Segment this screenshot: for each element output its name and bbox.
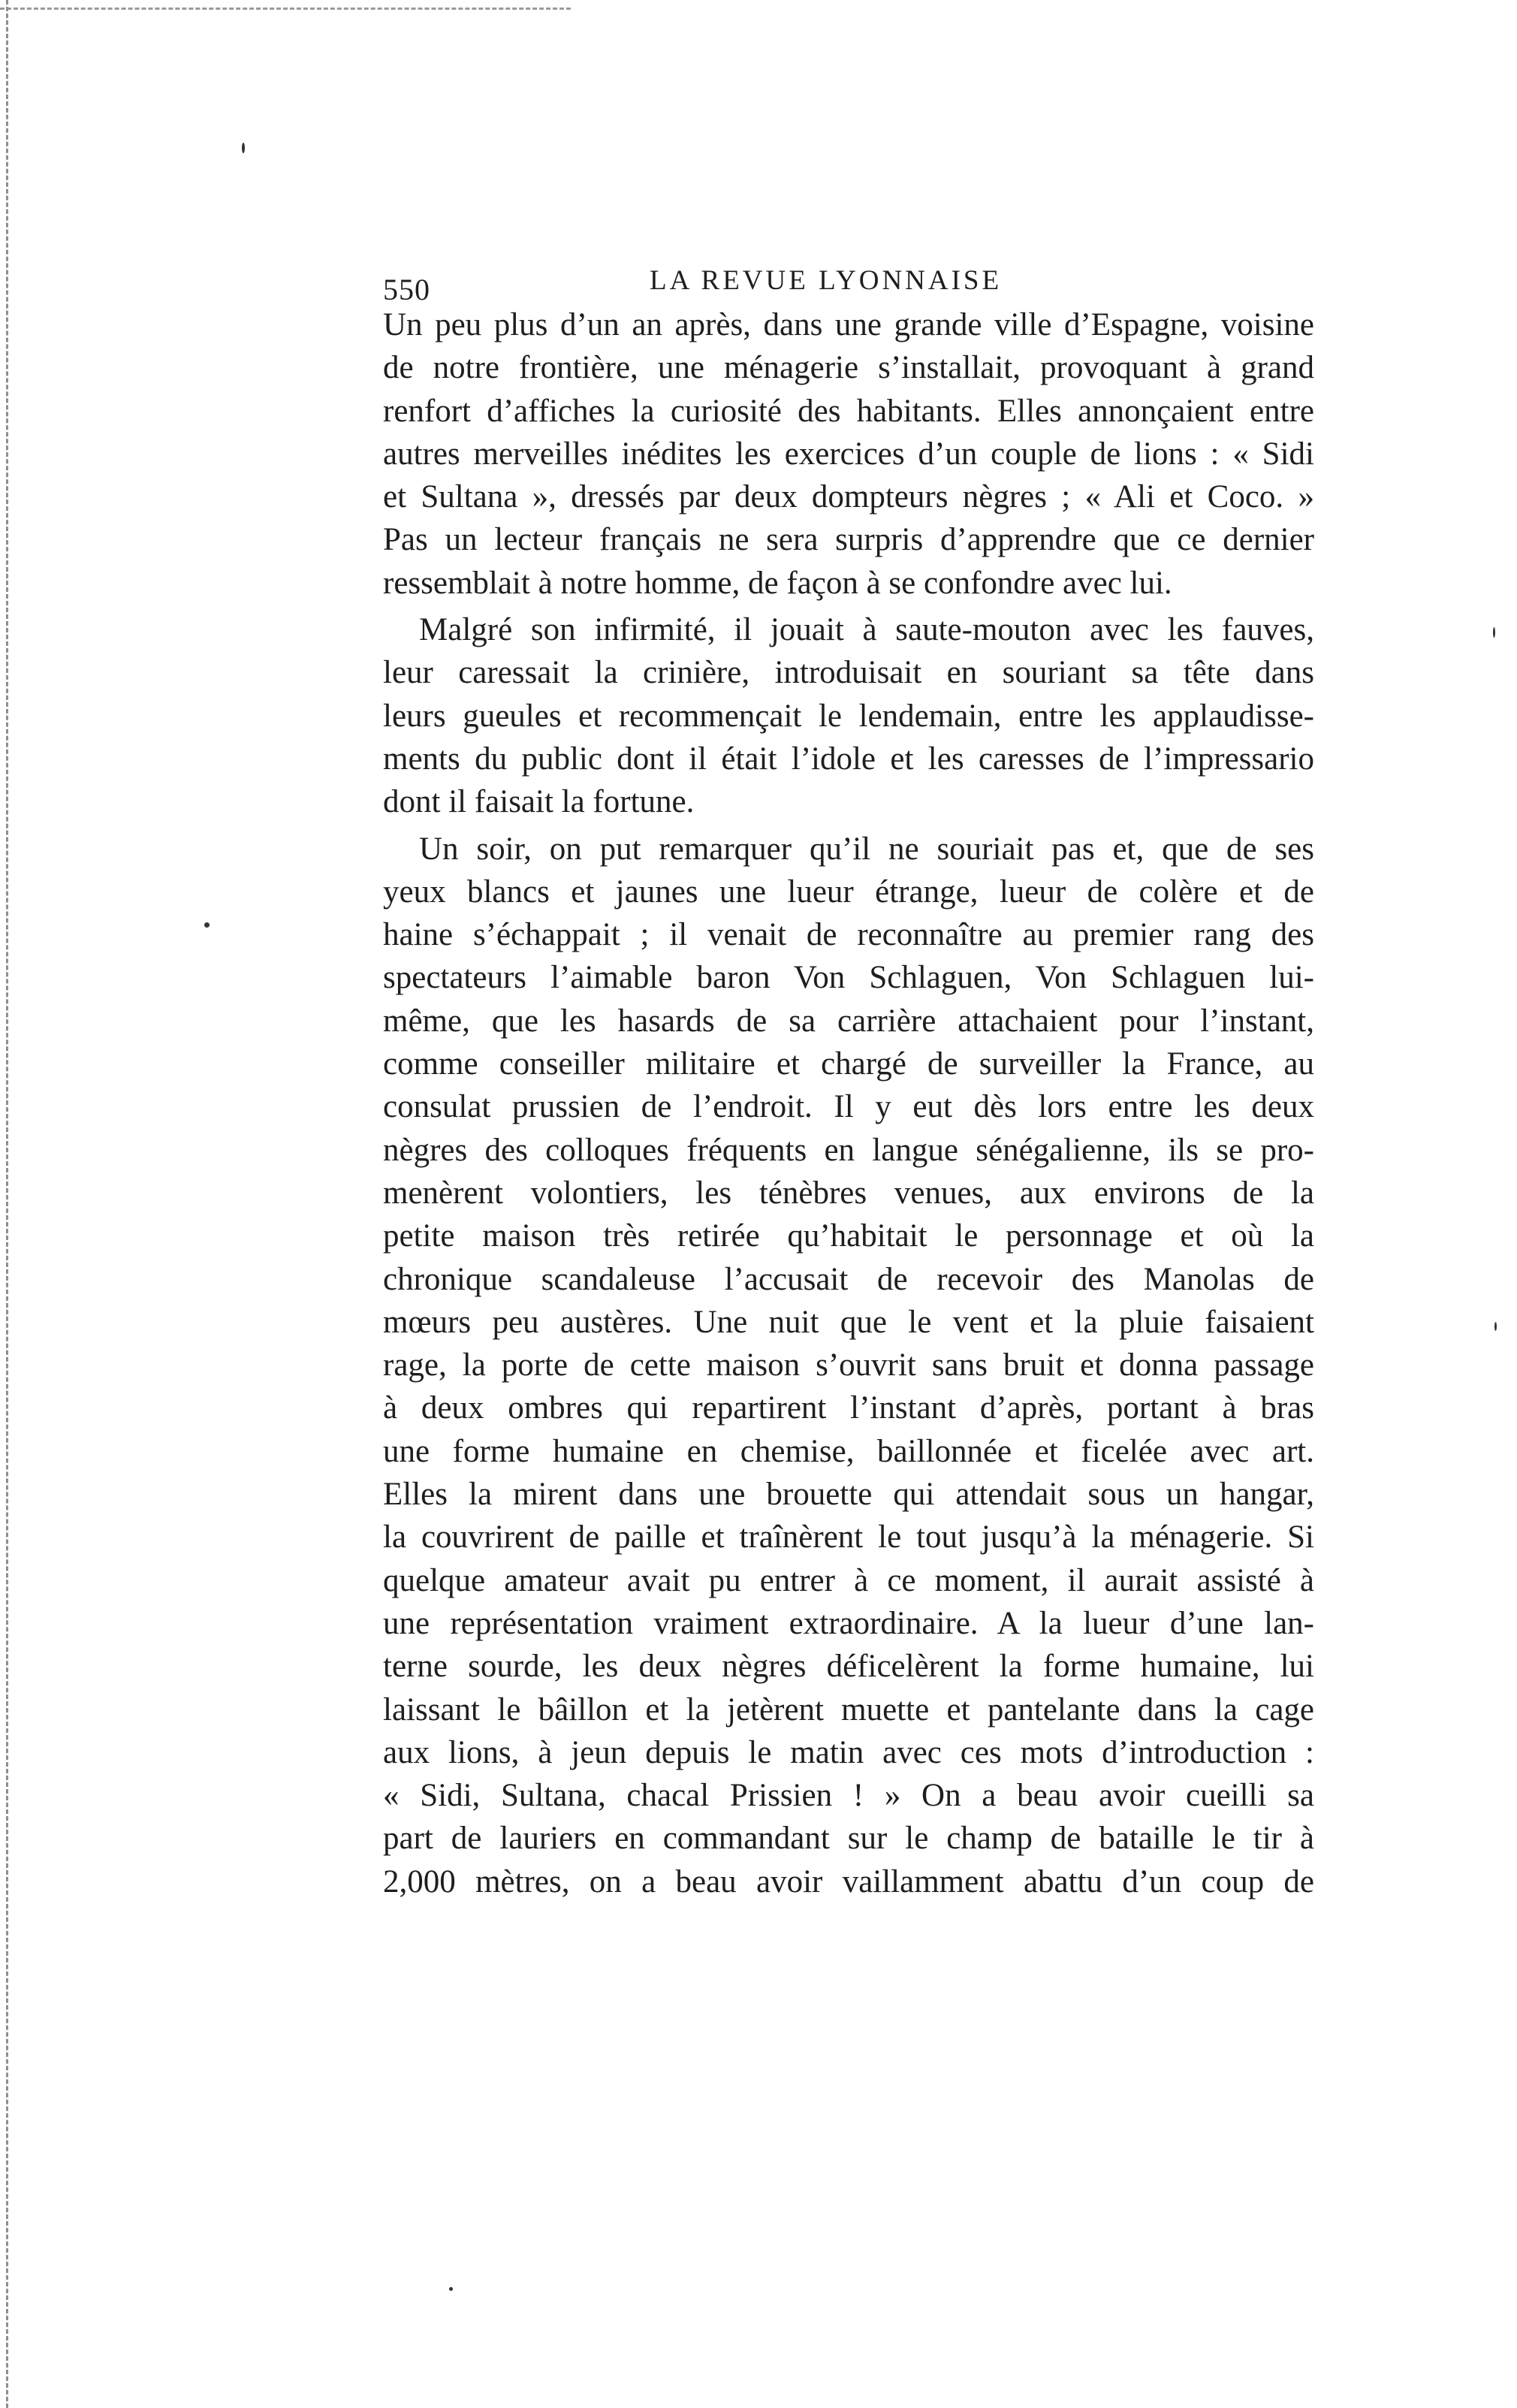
- text-line: à deux ombres qui repartirent l’instant d’après, portant à bras: [383, 1390, 1314, 1426]
- running-head: [383, 255, 1314, 306]
- page-number: 550: [383, 273, 430, 306]
- text-line: petite maison très retirée qu’habitait le personnage et où la: [383, 1218, 1314, 1254]
- paragraph: [383, 608, 1314, 823]
- scan-speck: [1494, 1322, 1497, 1331]
- text-line: une représentation vraiment extraordinaire. A la lueur d’une lan-: [383, 1605, 1314, 1641]
- text-line: part de lauriers en commandant sur le champ de bataille le tir à: [383, 1821, 1314, 1857]
- text-line: chronique scandaleuse l’accusait de recevoir des Manolas de: [383, 1261, 1314, 1297]
- text-line: une forme humaine en chemise, baillonnée et ficelée avec art.: [383, 1433, 1314, 1469]
- text-line: Un soir, on put remarquer qu’il ne souriait pas et, que de ses: [419, 831, 1314, 867]
- scan-speck: [204, 922, 210, 928]
- text-line: « Sidi, Sultana, chacal Prissien ! » On a beau avoir cueilli sa: [383, 1778, 1314, 1814]
- text-line: Elles la mirent dans une brouette qui attendait sous un hangar,: [383, 1477, 1314, 1513]
- text-line: leur caressait la crinière, introduisait en souriant sa tête dans: [383, 655, 1314, 691]
- text-line: autres merveilles inédites les exercices d’un couple de lions : « Sidi: [383, 436, 1314, 472]
- text-line: rage, la porte de cette maison s’ouvrit sans bruit et donna passage: [383, 1347, 1314, 1384]
- text-line: dont il faisait la fortune.: [383, 784, 695, 820]
- scan-edge-top: [0, 8, 571, 10]
- text-line: ressemblait à notre homme, de façon à se confondre avec lui.: [383, 565, 1172, 601]
- text-line: renfort d’affiches la curiosité des habitants. Elles annonçaient entre: [383, 393, 1314, 429]
- scan-edge-left: [6, 0, 8, 2408]
- text-line: spectateurs l’aimable baron Von Schlaguen, Von Schlaguen lui-: [383, 960, 1314, 996]
- scan-speck: [242, 143, 245, 153]
- text-line: la couvrirent de paille et traînèrent le tout jusqu’à la ménagerie. Si: [383, 1519, 1314, 1556]
- text-line: même, que les hasards de sa carrière attachaient pour l’instant,: [383, 1003, 1314, 1039]
- paragraph: [383, 828, 1314, 1903]
- text-line: mœurs peu austères. Une nuit que le vent et la pluie faisaient: [383, 1304, 1314, 1340]
- scan-speck: [449, 2287, 453, 2291]
- book-page: [383, 255, 1314, 1903]
- body-text: [383, 303, 1314, 1903]
- text-line: yeux blancs et jaunes une lueur étrange, lueur de colère et de: [383, 874, 1314, 910]
- text-line: comme conseiller militaire et chargé de surveiller la France, au: [383, 1046, 1314, 1082]
- text-line: Pas un lecteur français ne sera surpris d’apprendre que ce dernier: [383, 522, 1314, 558]
- text-line: menèrent volontiers, les ténèbres venues, aux environs de la: [383, 1175, 1314, 1211]
- text-line: quelque amateur avait pu entrer à ce moment, il aurait assisté à: [383, 1562, 1314, 1598]
- text-line: haine s’échappait ; il venait de reconnaître au premier rang des: [383, 917, 1314, 953]
- text-line: aux lions, à jeun depuis le matin avec ces mots d’introduction :: [383, 1734, 1314, 1770]
- text-line: Un peu plus d’un an après, dans une grande ville d’Espagne, voisine: [383, 307, 1314, 342]
- text-line: 2,000 mètres, on a beau avoir vaillamment abattu d’un coup de: [383, 1863, 1314, 1900]
- text-line: leurs gueules et recommençait le lendemain, entre les applaudisse-: [383, 698, 1314, 734]
- text-line: Malgré son infirmité, il jouait à saute-mouton avec les fauves,: [419, 612, 1314, 648]
- scan-speck: [1493, 627, 1495, 638]
- text-line: laissant le bâillon et la jetèrent muette et pantelante dans la cage: [383, 1691, 1314, 1728]
- text-line: nègres des colloques fréquents en langue sénégalienne, ils se pro-: [383, 1132, 1314, 1168]
- text-line: et Sultana », dressés par deux dompteurs nègres ; « Ali et Coco. »: [383, 479, 1314, 515]
- text-line: de notre frontière, une ménagerie s’installait, provoquant à grand: [383, 350, 1314, 386]
- text-line: consulat prussien de l’endroit. Il y eut dès lors entre les deux: [383, 1089, 1314, 1125]
- text-line: ments du public dont il était l’idole et les caresses de l’impressario: [383, 741, 1314, 777]
- text-line: terne sourde, les deux nègres déficelèrent la forme humaine, lui: [383, 1649, 1314, 1685]
- paragraph: [383, 303, 1314, 605]
- journal-title: LA REVUE LYONNAISE: [650, 265, 1003, 296]
